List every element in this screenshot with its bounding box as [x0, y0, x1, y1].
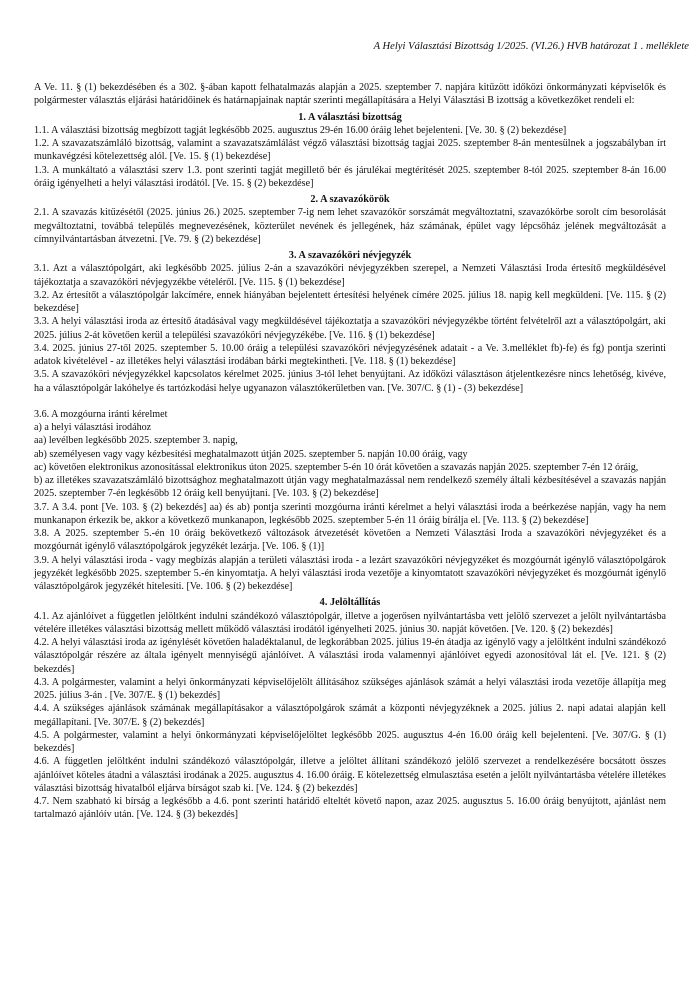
section-paragraph: b) az illetékes szavazatszámláló bizottsághoz meghatalmazott útján vagy meghatalmazással nem rendelkező személy általi kézbesítésével a szavazás napján 2025. szeptember 7-én legkésőbb 12 óráig kell benyújtani. [Ve. 103. § (2) bekezdése] [34, 475, 666, 500]
section-paragraph: 1.3. A munkáltató a választási szerv 1.3. pont szerinti tagját megillető bér és járulékai megtérítését 2025. szeptember 8-tól 2025. szeptember 8-án 16.00 óráig igényelheti a helyi választási irodától. [Ve. 15. § (2) bekezdése] [34, 164, 666, 189]
section-paragraph: 3.3. A helyi választási iroda az értesítő átadásával vagy megküldésével tájékoztatja a szavazóköri névjegyzékbe történt felvételről azt a választópolgárt, aki 2025. július 2-át követően kerül a települési szavazóköri névjegyzékébe. [Ve. 116. § (1) bekezdése] [34, 316, 666, 341]
section-paragraph: 1.1. A választási bizottság megbízott tagját legkésőbb 2025. augusztus 29-én 16.00 óráig lehet bejelenteni. [Ve. 30. § (2) bekezdése] [34, 124, 567, 136]
section-heading: 2. A szavazókörök [310, 194, 390, 205]
section-paragraph: 3.9. A helyi választási iroda - vagy megbízás alapján a területi választási iroda - a lezárt szavazóköri névjegyzéket és mozgóurnát igénylő választópolgárok jegyzékét legkésőbb 2025. szeptember 5.-én kinyomtatja. A helyi választási iroda vezetője a kinyomtatott szavazóköri névjegyzéket és mozgóurnát igénylő választópolgárok jegyzékét hitelesíti. [Ve. 106. § (2) bekezdése] [34, 554, 666, 592]
section-paragraph: a) a helyi választási irodához [34, 422, 152, 433]
section-paragraph: 2.1. A szavazás kitűzésétől (2025. június 26.) 2025. szeptember 7-ig nem lehet szavazókör sorszámát megváltoztatni, szavazókörbe sorolt cím besorolását megváltoztatni, továbbá település megnevezésének, közterület nevének és jellegének, ház számának, épület vagy lépcsőház jelének megváltozását a címnyilvántartásban átvezetni. [Ve. 79. § (2) bekezdése] [34, 207, 666, 245]
section-paragraph: 4.1. Az ajánlóívet a független jelöltként indulni szándékozó választópolgár, illetve a jogerősen nyilvántartásba vett jelölő szervezet a jelölt nyilvántartásba vételére illetékes választási bizottság mellett működő választási irodától igényelheti 2025. június 30. napját követően. [Ve. 120. § (2) bekezdés] [34, 610, 666, 635]
section-heading: 4. Jelöltállítás [319, 597, 381, 609]
section-paragraph: 4.6. A független jelöltként indulni szándékozó választópolgár, illetve a jelöltet állítani szándékozó jelölő szervezet a rendelkezésére bocsátott összes ajánlóívet köteles átadni a választási irodának a 2025. augusztus 4. 16.00 óráig. E kötelezettség elmulasztása esetén a jelölt nyilvántartásba vételére illetékes választási bizottság hivatalból eljárva bírságot szab ki. [Ve. 124. § (2) bekezdés] [34, 756, 666, 794]
page-header: A Helyi Választási Bizottság 1/2025. (VI.26.) HVB határozat 1 . melléklete [373, 41, 689, 52]
section-paragraph: 4.4. A szükséges ajánlások számának megállapításakor a választópolgárok számát a központi névjegyzéknek a 2025. július 2. napi adatai alapján kell megállapítani. [Ve. 307/E. § (2) bekezdés] [34, 703, 666, 728]
paragraph-spacer [34, 395, 666, 408]
section-paragraph: 4.5. A polgármester, valamint a helyi önkormányzati képviselőjelöltet legkésőbb 2025. augusztus 4-én 16.00 óráig kell bejelenteni. [Ve. 307/G. § (1) bekezdés] [34, 729, 666, 754]
intro-paragraph: A Ve. 11. § (1) bekezdésében és a 302. §-ában kapott felhatalmazás alapján a 2025. szeptember 7. napjára kitűzött időközi önkormányzati képviselők és polgármester választás eljárási határidőinek és határnapjainak naptár szerinti megállapítására a Helyi Választási B izottság a következőket rendeli el: [34, 82, 666, 107]
section-paragraph: 3.7. A 3.4. pont [Ve. 103. § (2) bekezdés] aa) és ab) pontja szerinti mozgóurna iránti kérelmet a helyi választási iroda a beérkezése napján, vagy ha nem munkanapon érkezik be, akkor a következő munkanapon, legkésőbb 2025. szeptember 5-én 11 óráig bírálja el. [Ve. 113. § (2) bekezdése] [34, 501, 666, 526]
section-paragraph: 3.1. Azt a választópolgárt, aki legkésőbb 2025. július 2-án a szavazóköri névjegyzékben szerepel, a Nemzeti Választási Iroda értesítő megküldésével tájékoztatja a szavazóköri névjegyzékbe vételéről. [Ve. 115. § (1) bekezdése] [34, 263, 666, 288]
section-paragraph: 4.7. Nem szabható ki bírság a legkésőbb a 4.6. pont szerinti határidő elteltét követő napon, azaz 2025. augusztus 5. 16.00 óráig benyújtott, ajánlást nem tartalmazó ajánlóív után. [Ve. 124. § (3) bekezdés] [34, 796, 666, 821]
section-paragraph: 3.6. A mozgóurna iránti kérelmet [34, 408, 168, 420]
section-paragraph: aa) levélben legkésőbb 2025. szeptember 3. napig, [34, 435, 238, 447]
section-paragraph: 4.2. A helyi választási iroda az igénylését követően haladéktalanul, de legkorábban 2025. július 19-én átadja az igénylő vagy a jelöltként indulni szándékozó választópolgár részére az általa igényelt mennyiségű ajánlóívet. A választási iroda valamennyi ajánlóívet egyedi azonosítóval lát el. [Ve. 121. § (2) bekezdés] [34, 637, 666, 675]
section-paragraph: 1.2. A szavazatszámláló bizottság, valamint a szavazatszámlálást végző választási bizottság tagjai 2025. szeptember 8-án mentesülnek a jogszabályban írt munkavégzési kötelezettség alól. [Ve. 15. § (1) bekezdése] [34, 138, 666, 163]
section-paragraph: ac) követően elektronikus azonosítással elektronikus úton 2025. szeptember 5-én 10 órát követően a szavazás napján 2025. szeptember 7-én 12 óráig, [34, 461, 639, 473]
section-paragraph: 3.5. A szavazóköri névjegyzékkel kapcsolatos kérelmet 2025. június 3-tól lehet benyújtani. Az időközi választáson átjelentkezésre nincs lehetőség, kivéve, ha a választópolgár lakóhelye és tartózkodási helye ugyanazon választókerületben van. [Ve. 307/C. § (1) - (3) bekezdése] [34, 369, 666, 394]
document-body [34, 81, 666, 822]
section-paragraph: ab) személyesen vagy vagy kézbesítési meghatalmazott útján 2025. szeptember 5. napján 10.00 óráig, vagy [34, 448, 468, 460]
section-paragraph: 4.3. A polgármester, valamint a helyi önkormányzati képviselőjelölt állításához szükséges ajánlások számát a helyi választási iroda vezetője állapítja meg 2025. július 3-án . [Ve. 307/E. § (1) bekezdés] [34, 676, 666, 701]
section-heading: 3. A szavazóköri névjegyzék [288, 250, 412, 261]
section-paragraph: 3.8. A 2025. szeptember 5.-én 10 óráig bekövetkező változások átvezetését követően a Nemzeti Választási Iroda a szavazóköri névjegyzéket és a mozgóurnát igénylő választópolgárok jegyzékét lezárja. [Ve. 106. § (1)] [34, 528, 666, 553]
section-paragraph: 3.4. 2025. június 27-től 2025. szeptember 5. 10.00 óráig a települési szavazóköri névjegyzésének adatait - a Ve. 3.melléklet fb)-fe) és fg) pontja szerinti adatok kivételével - az illetékes helyi választási irodában bárki megtekintheti. [Ve. 118. § (1) bekezdése] [34, 342, 666, 367]
section-paragraph: 3.2. Az értesítőt a választópolgár lakcímére, ennek hiányában bejelentett értesítési helyének címére 2025. július 18. napig kell megküldeni. [Ve. 115. § (2) bekezdése] [34, 289, 666, 314]
section-heading: 1. A választási bizottság [298, 111, 402, 123]
